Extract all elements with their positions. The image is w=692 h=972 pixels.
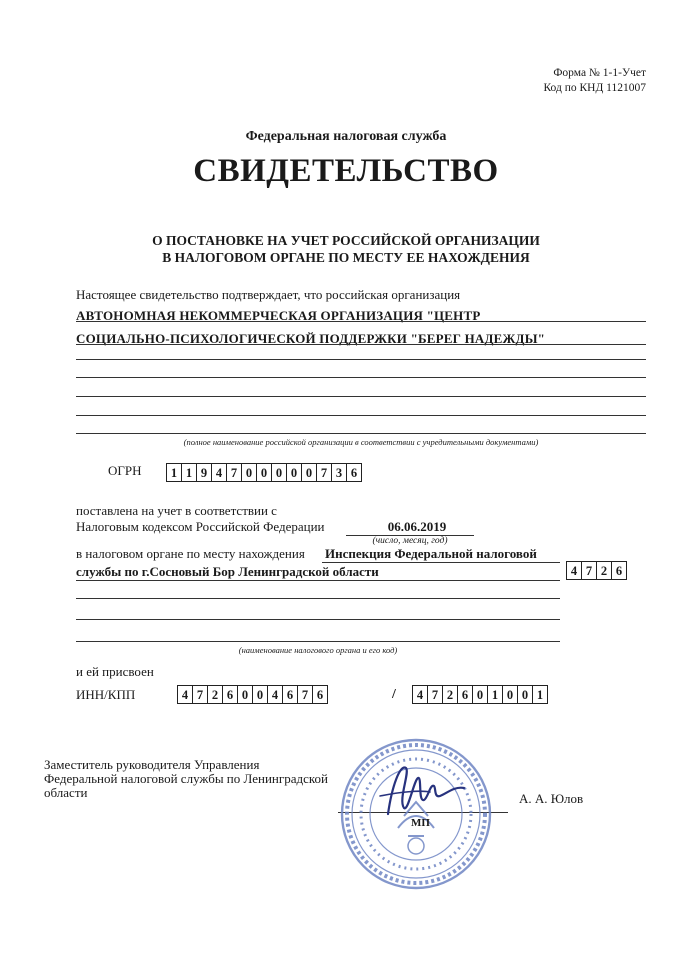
digit-box: 7 — [192, 685, 208, 704]
organization-name-line-2: СОЦИАЛЬНО-ПСИХОЛОГИЧЕСКОЙ ПОДДЕРЖКИ "БЕРЕГ НАДЕЖДЫ" — [76, 331, 546, 346]
authority-code-boxes — [567, 561, 627, 580]
document-title: СВИДЕТЕЛЬСТВО — [193, 153, 499, 189]
digit-box: 0 — [286, 463, 302, 482]
organization-intro: Настоящее свидетельство подтверждает, что российская организация — [76, 287, 461, 302]
digit-box: 4 — [267, 685, 283, 704]
digit-box: 6 — [282, 685, 298, 704]
digit-box: 0 — [237, 685, 253, 704]
underline — [76, 344, 646, 345]
inn-boxes — [178, 685, 328, 704]
form-number-block — [543, 66, 646, 96]
digit-box: 6 — [346, 463, 362, 482]
underline — [76, 619, 560, 620]
digit-box: 3 — [331, 463, 347, 482]
digit-box: 2 — [442, 685, 458, 704]
underline — [76, 377, 646, 378]
digit-box: 0 — [502, 685, 518, 704]
digit-box: 0 — [256, 463, 272, 482]
registration-text-1: поставлена на учет в соответствии с — [76, 503, 277, 518]
underline — [76, 580, 560, 581]
digit-box: 2 — [207, 685, 223, 704]
digit-box: 4 — [566, 561, 582, 580]
authority-name-line-1: Инспекция Федеральной налоговой — [325, 546, 537, 561]
digit-box: 0 — [241, 463, 257, 482]
underline — [76, 433, 646, 434]
signatory-name: А. А. Юлов — [519, 791, 584, 806]
underline — [322, 562, 560, 563]
ogrn-label: ОГРН — [108, 463, 142, 478]
authority-name-line-2: службы по г.Сосновый Бор Ленинградской области — [76, 564, 379, 579]
inn-kpp-label: ИНН/КПП — [76, 687, 136, 702]
signatory-position-line-3: области — [44, 785, 88, 800]
signature — [370, 756, 470, 826]
signatory-position-line-2: Федеральной налоговой службы по Ленинградской — [44, 771, 328, 786]
knd-code: Код по КНД 1121007 — [543, 82, 646, 94]
digit-box: 1 — [181, 463, 197, 482]
authority-intro: в налоговом органе по месту нахождения — [76, 546, 305, 561]
digit-box: 7 — [581, 561, 597, 580]
digit-box: 0 — [271, 463, 287, 482]
signatory-position-line-1: Заместитель руководителя Управления — [44, 757, 260, 772]
digit-box: 6 — [611, 561, 627, 580]
organization-name-line-1: АВТОНОМНАЯ НЕКОММЕРЧЕСКАЯ ОРГАНИЗАЦИЯ "ЦЕНТР — [76, 308, 481, 323]
underline — [76, 359, 646, 360]
digit-box: 1 — [487, 685, 503, 704]
seal-mark-label: МП — [411, 817, 430, 829]
assigned-text: и ей присвоен — [76, 664, 154, 679]
underline — [76, 641, 560, 642]
digit-box: 7 — [427, 685, 443, 704]
digit-box: 0 — [252, 685, 268, 704]
ogrn-boxes — [167, 463, 362, 482]
digit-box: 0 — [472, 685, 488, 704]
organization-caption: (полное наименование российской организации в соответствии с учредительными документами) — [183, 437, 539, 447]
signatory-position — [44, 758, 328, 800]
digit-box: 0 — [517, 685, 533, 704]
digit-box: 1 — [532, 685, 548, 704]
digit-box: 6 — [457, 685, 473, 704]
registration-date: 06.06.2019 — [387, 519, 447, 534]
agency-name: Федеральная налоговая служба — [245, 129, 447, 144]
subtitle-line-1: О ПОСТАНОВКЕ НА УЧЕТ РОССИЙСКОЙ ОРГАНИЗАЦИИ — [152, 233, 540, 248]
kpp-boxes — [413, 685, 548, 704]
underline — [76, 598, 560, 599]
subtitle-line-2: В НАЛОГОВОМ ОРГАНЕ ПО МЕСТУ ЕЕ НАХОЖДЕНИЯ — [162, 250, 530, 265]
digit-box: 7 — [226, 463, 242, 482]
digit-box: 0 — [301, 463, 317, 482]
digit-box: 1 — [166, 463, 182, 482]
document-subtitle — [0, 232, 692, 266]
digit-box: 7 — [297, 685, 313, 704]
inn-kpp-separator: / — [392, 687, 396, 702]
registration-text-2: Налоговым кодексом Российской Федерации — [76, 519, 325, 534]
underline — [76, 415, 646, 416]
digit-box: 6 — [222, 685, 238, 704]
digit-box: 2 — [596, 561, 612, 580]
digit-box: 9 — [196, 463, 212, 482]
digit-box: 4 — [412, 685, 428, 704]
date-caption: (число, месяц, год) — [372, 536, 448, 546]
underline — [76, 321, 646, 322]
digit-box: 6 — [312, 685, 328, 704]
underline — [76, 396, 646, 397]
digit-box: 4 — [211, 463, 227, 482]
digit-box: 4 — [177, 685, 193, 704]
form-number: Форма № 1-1-Учет — [553, 67, 646, 79]
digit-box: 7 — [316, 463, 332, 482]
authority-caption: (наименование налогового органа и его код) — [238, 645, 398, 655]
